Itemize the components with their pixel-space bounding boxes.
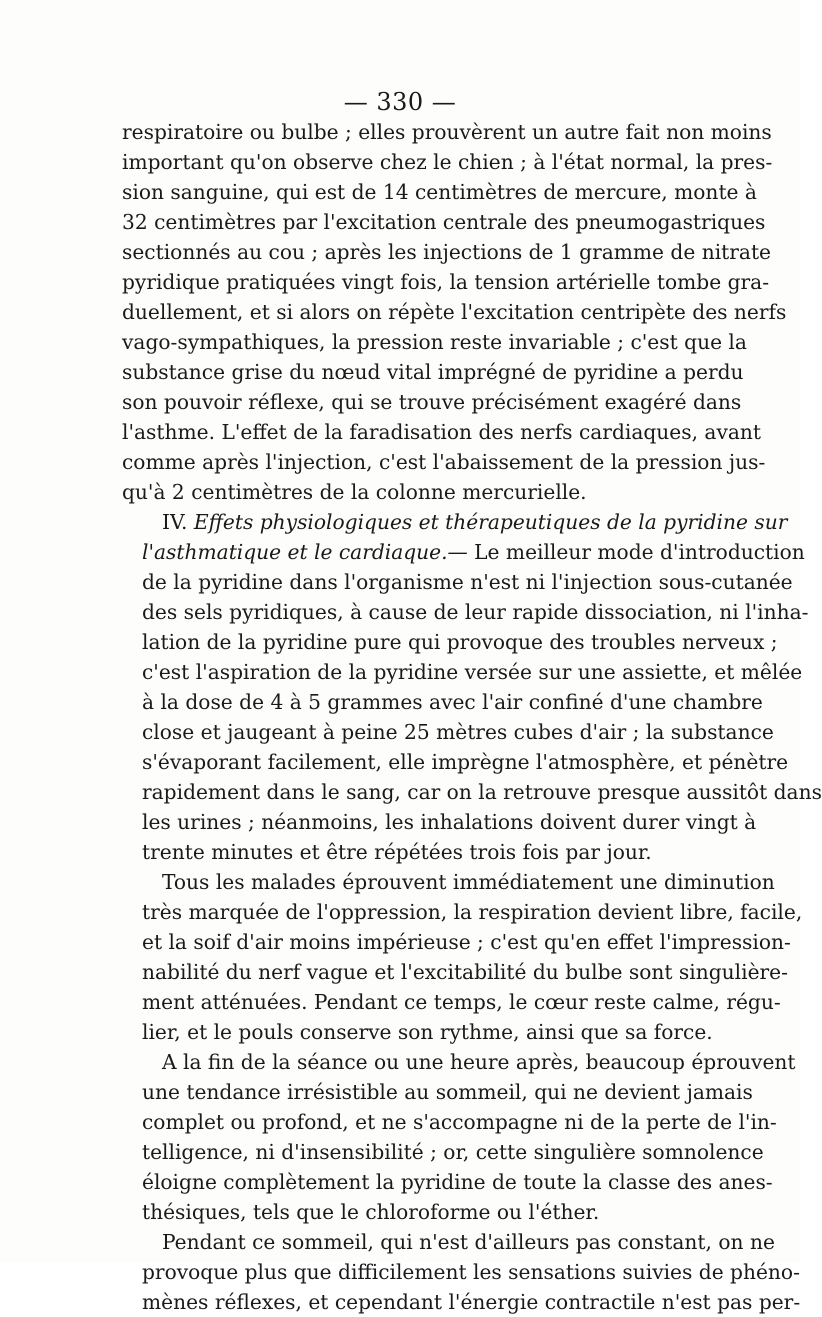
text-line: à la dose de 4 à 5 grammes avec l'air confiné d'une chambre [142,690,763,714]
text-line: vago-sympathiques, la pression reste invariable ; c'est que la [122,330,747,354]
text-line: provoque plus que difficilement les sensations suivies de phéno- [142,1260,800,1284]
body-text [122,117,822,1317]
text-line: sectionnés au cou ; après les injections de 1 gramme de nitrate [122,240,772,264]
text-line: complet ou profond, et ne s'accompagne ni de la perte de l'in- [142,1110,777,1134]
paragraph-5 [122,1227,801,1317]
text-line: Tous les malades éprouvent immédiatement une diminution [162,870,775,894]
page-number: — 330 — [343,88,457,116]
text-line: lier, et le pouls conserve son rythme, ainsi que sa force. [142,1020,713,1044]
text-line: de la pyridine dans l'organisme n'est ni l'injection sous-cutanée [142,570,793,594]
text-line: 32 centimètres par l'excitation centrale des pneumogastriques [122,210,766,234]
section-heading-line: IV. Effets physiologiques et thérapeutiques de la pyridine sur [162,510,788,534]
text-line: thésiques, tels que le chloroforme ou l'éther. [142,1200,600,1224]
text-line: lation de la pyridine pure qui provoque des troubles nerveux ; [142,630,778,654]
text-line: close et jaugeant à peine 25 mètres cubes d'air ; la substance [142,720,774,744]
text-line: mènes réflexes, et cependant l'énergie contractile n'est pas per- [142,1290,801,1314]
text-line: des sels pyridiques, à cause de leur rapide dissociation, ni l'inha- [142,600,809,624]
text-line: nabilité du nerf vague et l'excitabilité du bulbe sont singulière- [142,960,788,984]
text-line: Pendant ce sommeil, qui n'est d'ailleurs pas constant, on ne [162,1230,775,1254]
text-line: très marquée de l'oppression, la respiration devient libre, facile, [142,900,803,924]
paragraph-4 [122,1047,796,1227]
text-line: trente minutes et être répétées trois fois par jour. [142,840,652,864]
text-line: les urines ; néanmoins, les inhalations doivent durer vingt à [142,810,757,834]
text-line: respiratoire ou bulbe ; elles prouvèrent un autre fait non moins [122,120,772,144]
text-line: rapidement dans le sang, car on la retrouve presque aussitôt dans [142,780,822,804]
text-line: l'asthmatique et le cardiaque.— Le meilleur mode d'introduction [142,540,805,564]
text-line: qu'à 2 centimètres de la colonne mercurielle. [122,480,587,504]
text-line: important qu'on observe chez le chien ; à l'état normal, la pres- [122,150,773,174]
text-line: et la soif d'air moins impérieuse ; c'est qu'en effet l'impression- [142,930,791,954]
text-line: A la fin de la séance ou une heure après, beaucoup éprouvent [162,1050,796,1074]
text-line: comme après l'injection, c'est l'abaissement de la pression jus- [122,450,766,474]
paragraph-2 [122,507,822,867]
text-line: substance grise du nœud vital imprégné de pyridine a perdu [122,360,744,384]
text-line: éloigne complètement la pyridine de toute la classe des anes- [142,1170,773,1194]
text-line: une tendance irrésistible au sommeil, qui ne devient jamais [142,1080,753,1104]
paragraph-1 [122,117,787,507]
text-line: l'asthme. L'effet de la faradisation des nerfs cardiaques, avant [122,420,762,444]
text-line: s'évaporant facilement, elle imprègne l'atmosphère, et pénètre [142,750,789,774]
text-line: pyridique pratiquées vingt fois, la tension artérielle tombe gra- [122,270,770,294]
text-line: duellement, et si alors on répète l'excitation centripète des nerfs [122,300,787,324]
text-line: c'est l'aspiration de la pyridine versée sur une assiette, et mêlée [142,660,803,684]
text-line: ment atténuées. Pendant ce temps, le cœur reste calme, régu- [142,990,781,1014]
text-line: son pouvoir réflexe, qui se trouve précisément exagéré dans [122,390,742,414]
paragraph-3 [122,867,803,1047]
text-line: telligence, ni d'insensibilité ; or, cette singulière somnolence [142,1140,764,1164]
text-line: sion sanguine, qui est de 14 centimètres de mercure, monte à [122,180,757,204]
